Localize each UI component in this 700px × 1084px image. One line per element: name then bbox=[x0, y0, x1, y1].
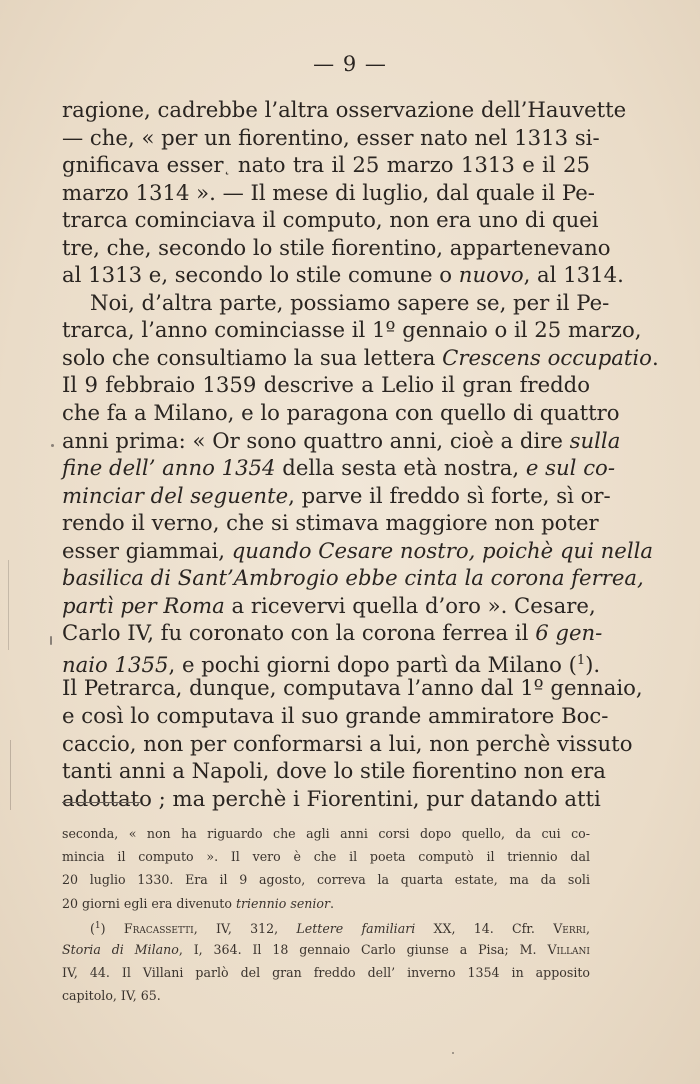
footnote-line: capitolo, IV, 65. bbox=[62, 988, 161, 1004]
footnote-line: IV, 44. Il Villani parlò del gran freddo dell’ inverno 1354 in apposito bbox=[62, 965, 590, 981]
paper-mark bbox=[10, 740, 11, 810]
footnotes bbox=[62, 822, 590, 1008]
page-number: — 9 — bbox=[313, 52, 387, 76]
text-line: partì per Roma a ricevervi quella d’oro ». Cesare, bbox=[62, 592, 596, 618]
text-line: esser giammai, quando Cesare nostro, poichè qui nella bbox=[62, 537, 654, 563]
text-line: fine dell’ anno 1354 della sesta età nostra, e sul co- bbox=[62, 455, 615, 481]
footnote-line: ($^1$) Fracassetti, IV, 312, Lettere familiari XX, 14. Cfr. Verri, bbox=[90, 920, 590, 936]
footnote-rule bbox=[62, 802, 140, 803]
text-line: adottato ; ma perchè i Fiorentini, pur datando atti bbox=[62, 785, 601, 811]
paper-speck bbox=[51, 444, 54, 447]
footnote-ref: 1 bbox=[576, 652, 586, 668]
text-line: minciar del seguente, parve il freddo sì forte, sì or- bbox=[62, 482, 611, 508]
text-line: che fa a Milano, e lo paragona con quello di quattro bbox=[62, 400, 620, 426]
text-line: trarca, l’anno cominciasse il 1º gennaio o il 25 marzo, bbox=[62, 317, 642, 343]
main-text bbox=[62, 96, 659, 812]
footnote-line: 20 giorni egli era divenuto triennio senior. bbox=[62, 895, 335, 911]
footnote-line: Storia di Milano, I, 364. Il 18 gennaio Carlo giunse a Pisa; M. Villani bbox=[62, 941, 590, 957]
footnote-line: seconda, « non ha riguardo che agli anni corsi dopo quello, da cui co- bbox=[62, 826, 590, 841]
footnote-line: mincia il computo ». Il vero è che il poeta computò il triennio dal bbox=[62, 849, 590, 865]
footnote-line: 20 luglio 1330. Era il 9 agosto, correva la quarta estate, ma da soli bbox=[62, 872, 590, 888]
text-line: al 1313 e, secondo lo stile comune o nuovo, al 1314. bbox=[62, 262, 624, 288]
text-line: caccio, non per conformarsi a lui, non perchè vissuto bbox=[62, 730, 633, 756]
text-line: marzo 1314 ». — Il mese di luglio, dal quale il Pe- bbox=[62, 179, 595, 205]
text-line: anni prima: « Or sono quattro anni, cioè a dire sulla bbox=[62, 427, 621, 453]
paper-speck bbox=[50, 636, 52, 645]
text-line: Il Petrarca, dunque, computava l’anno dal 1º gennaio, bbox=[62, 675, 643, 701]
text-line: gnificava esser˛ nato tra il 25 marzo 1313 e il 25 bbox=[62, 152, 590, 178]
paper-speck bbox=[452, 1052, 454, 1054]
text-line: naio 1355, e pochi giorni dopo partì da Milano ($^1$). bbox=[62, 652, 601, 677]
text-line: ragione, cadrebbe l’altra osservazione dell’Hauvette bbox=[62, 97, 627, 122]
text-line: tre, che, secondo lo stile fiorentino, appartenevano bbox=[62, 234, 611, 260]
text-line: rendo il verno, che si stimava maggiore non poter bbox=[62, 510, 599, 536]
text-line: Carlo IV, fu coronato con la corona ferrea il 6 gen- bbox=[62, 620, 603, 646]
text-line: — che, « per un fiorentino, esser nato nel 1313 si- bbox=[62, 124, 600, 150]
text-line: basilica di Sant’Ambrogio ebbe cinta la corona ferrea, bbox=[62, 565, 644, 591]
text-line: Il 9 febbraio 1359 descrive a Lelio il gran freddo bbox=[62, 372, 590, 398]
text-line: tanti anni a Napoli, dove lo stile fiorentino non era bbox=[62, 758, 606, 784]
text-line: trarca cominciava il computo, non era uno di quei bbox=[62, 207, 599, 233]
paper-mark bbox=[8, 560, 9, 650]
text-line: e così lo computava il suo grande ammiratore Boc- bbox=[62, 703, 609, 729]
text-line: solo che consultiamo la sua lettera Crescens occupatio. bbox=[62, 344, 659, 370]
text-line: Noi, d’altra parte, possiamo sapere se, per il Pe- bbox=[90, 289, 610, 315]
